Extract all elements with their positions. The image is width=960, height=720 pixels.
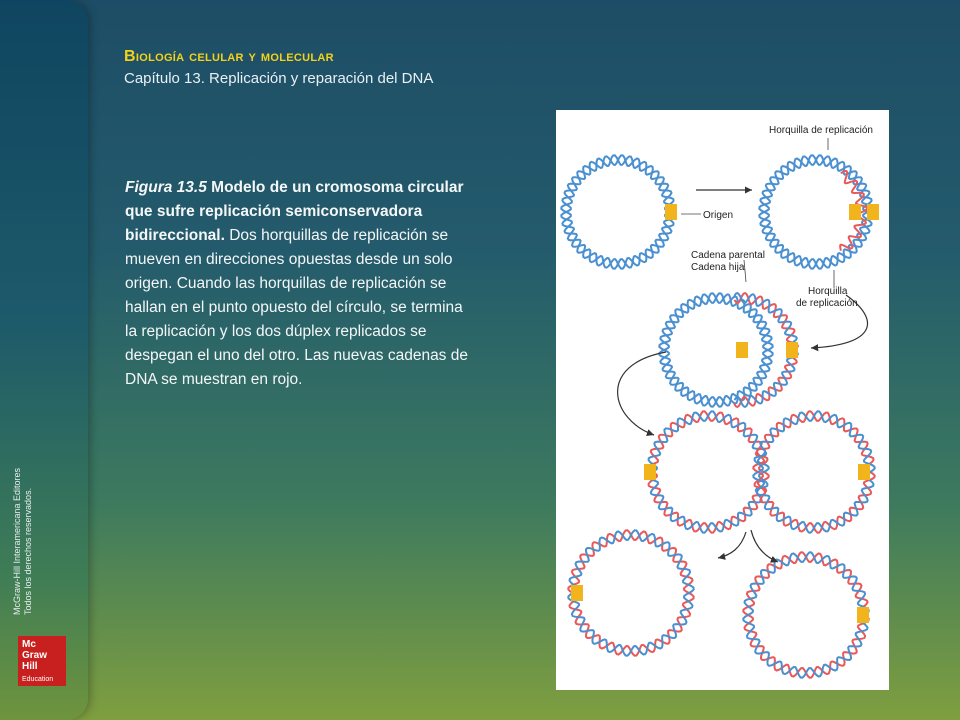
parent-strand-label: Cadena parental: [691, 250, 765, 261]
copyright-notice: [12, 468, 34, 615]
origin-marker: [867, 204, 879, 220]
origin-label: Origen: [703, 210, 734, 221]
arrow-curve-icon: [718, 532, 746, 558]
origin-marker: [736, 342, 748, 358]
origin-marker: [849, 204, 861, 220]
copyright-line-2: Todos los derechos reservados.: [23, 487, 33, 615]
logo-line-4: Education: [22, 676, 54, 683]
replication-diagram: [556, 110, 889, 690]
figure-caption: [125, 176, 475, 392]
origin-marker: [786, 342, 798, 358]
copyright-line-1: McGraw-Hill Interamericana Editores: [12, 467, 22, 615]
replication-figure: [556, 110, 889, 690]
origin-marker: [644, 464, 656, 480]
origin-marker: [571, 585, 583, 601]
logo-line-1: Mc: [22, 639, 36, 650]
fork-bottom-label-1: Horquilla: [808, 286, 848, 297]
logo-line-2: Graw: [22, 650, 48, 661]
arrow-curve-icon: [618, 352, 666, 435]
origin-marker: [857, 607, 869, 623]
fork-bottom-label-2: de replicación: [796, 298, 858, 309]
fork-top-label: Horquilla de replicación: [769, 125, 873, 136]
origin-marker: [858, 464, 870, 480]
caption-body: Dos horquillas de replicación se mueven en direcciones opuestas desde un solo origen. Cuando las horquillas de replicación se hallan en el punto opuesto del círculo, se termina la replicación y los dos dúplex replicados se despegan el uno del otro. Las nuevas cadenas de DNA se muestran en rojo.: [125, 227, 468, 388]
arrow-curve-icon: [751, 530, 778, 562]
page-title: Biología celular y molecular: [124, 48, 334, 65]
figure-label: Figura 13.5: [125, 179, 207, 196]
caption-lead: Modelo de un cromosoma circular que sufre replicación semiconservadora bidireccional.: [125, 179, 464, 244]
origin-marker: [665, 204, 677, 220]
daughter-strand-label: Cadena hija: [691, 262, 745, 273]
chapter-subtitle: Capítulo 13. Replicación y reparación del DNA: [124, 70, 434, 87]
mcgraw-hill-logo: [18, 636, 66, 686]
logo-line-3: Hill: [22, 661, 38, 672]
dna-circles: [561, 155, 879, 677]
